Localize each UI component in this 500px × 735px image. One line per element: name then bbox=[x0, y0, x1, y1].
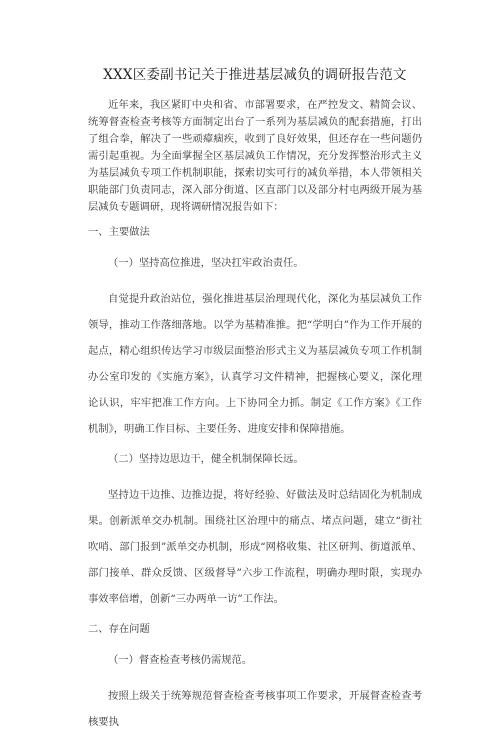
subsection-body-1: 自觉提升政治站位，强化推进基层治理现代化，深化为基层减负工作领导，推动工作落细落地。以学为基精准推。把“学明白”作为工作开展的起点，精心组织传达学习市级层面整治形式主义为基层减负专项工作机制办公室印发的《实施方案》，认真学习文件精神，把握核心要义，深化理论认识，牢牢把准工作方向。上下协同全力抓。制定《工作方案》《工作机制》，明确工作目标、主要任务、进度安排和保障措施。 bbox=[88, 293, 422, 435]
subsection-body-2: 坚持边干边推、边推边提，将好经验、好做法及时总结固化为机制成果。创新派单交办机制。围绕社区治理中的痛点、堵点问题，建立“街社吹哨、部门报到”派单交办机制，形成“网格收集、社区研判、街道派单、部门接单、群众反馈、区级督导”六步工作流程，明确办理时限，实现办事效率倍增，创新“三办两单一访”工作法。 bbox=[88, 489, 422, 605]
document-title: XXX区委副书记关于推进基层减负的调研报告范文 bbox=[103, 67, 407, 83]
subsection-heading-2: （二）坚持边思边干，健全机制保障长远。 bbox=[108, 453, 304, 465]
subsection-body-3: 按照上级关于统筹规范督查检查考核事项工作要求，开展督查检查考核要执 bbox=[88, 690, 422, 728]
subsection-heading-1: （一）坚持高位推进，坚决扛牢政治责任。 bbox=[108, 257, 304, 269]
section-heading-main-practices: 一、主要做法 bbox=[88, 226, 150, 238]
subsection-heading-3: （一）督查检查考核仍需规范。 bbox=[108, 654, 253, 666]
section-heading-problems: 二、存在问题 bbox=[88, 623, 150, 635]
intro-paragraph: 近年来，我区紧盯中央和省、市部署要求，在严控发文、精简会议、统筹督查检查考核等方面制定出台了一系列为基层减负的配套措施，打出了组合拳，解决了一些顽瘴痼疾，收到了良好效果，但还存在一些问题仍需引起重视。为全面掌握全区基层减负工作情况，充分发挥整治形式主义为基层减负专项工作机制职能，探索切实可行的减负举措，本人带领相关职能部门负责同志，深入部分街道、区直部门以及部分村屯两级开展为基层减负专题调研，现将调研情况报告如下： bbox=[88, 99, 422, 213]
